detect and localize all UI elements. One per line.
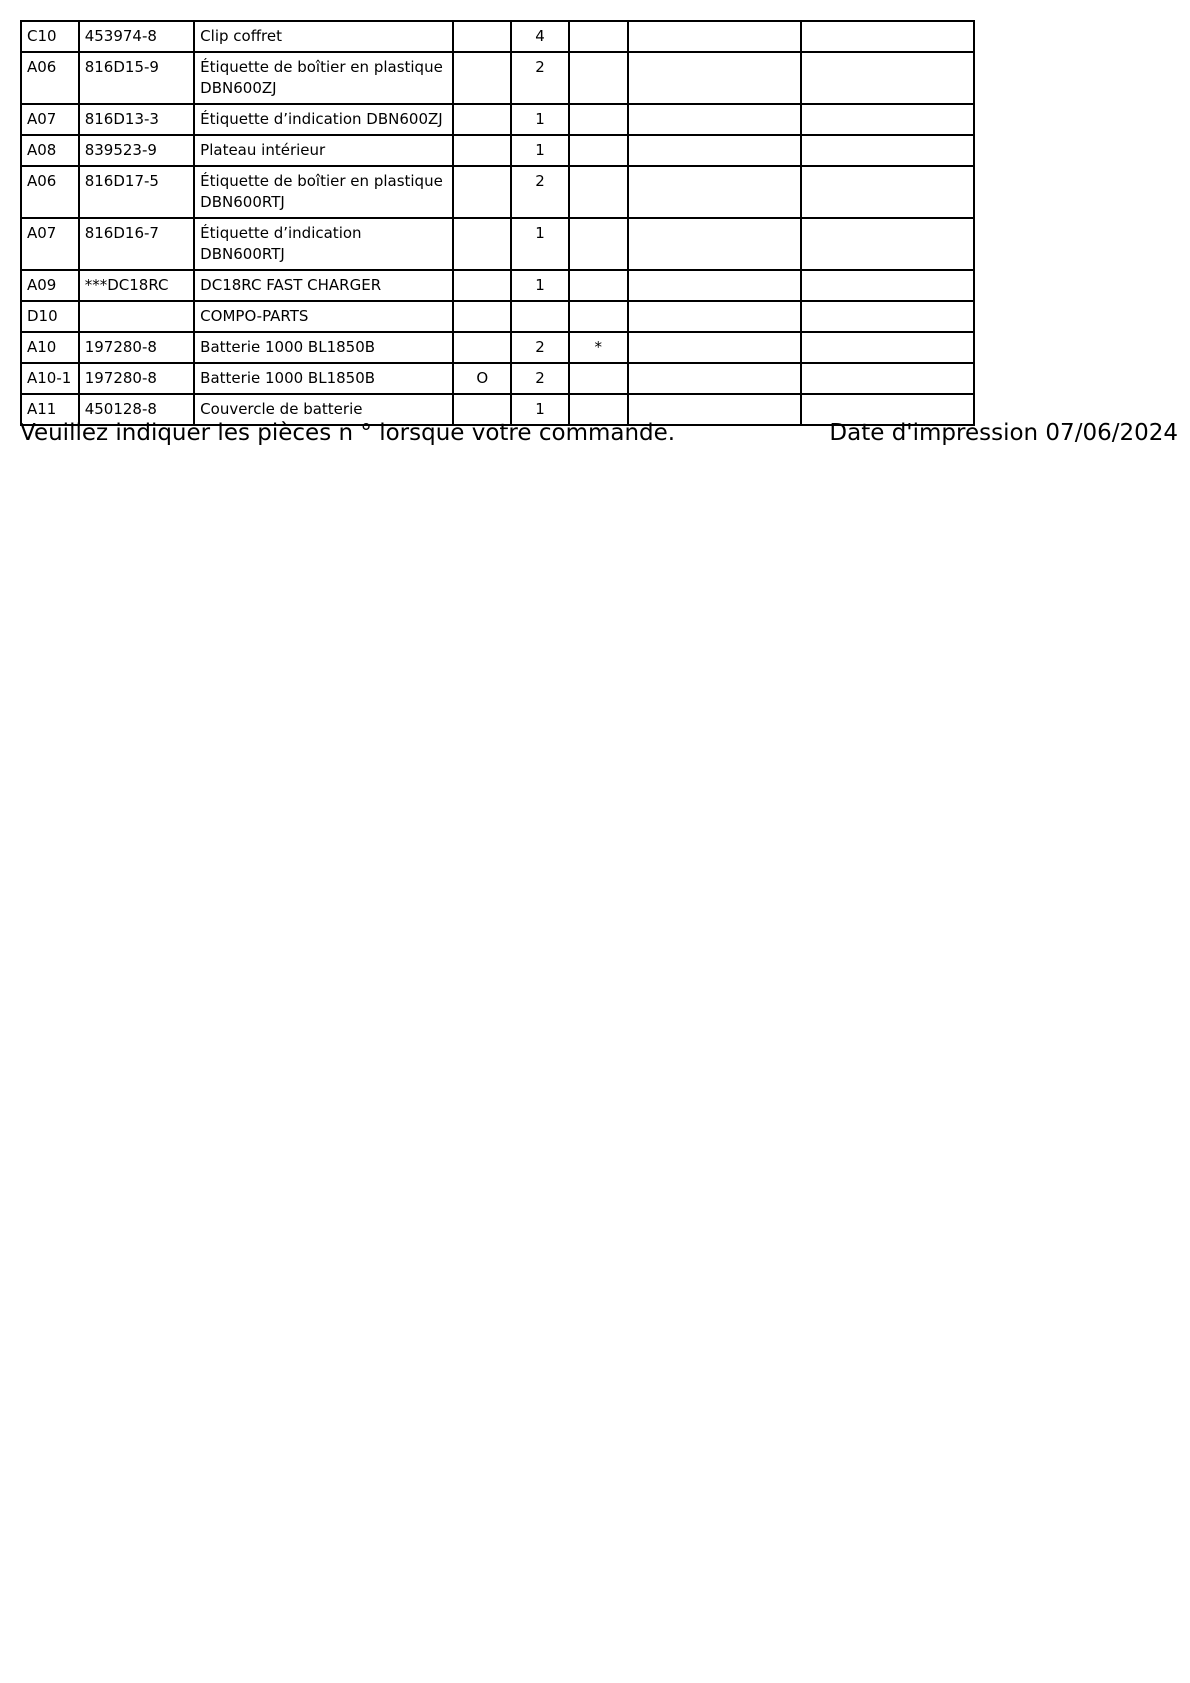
empty-cell [628,270,801,301]
flag-cell [453,166,511,218]
description-cell: Étiquette de boîtier en plastique DBN600RTJ [194,166,453,218]
mark-cell [569,166,628,218]
quantity-cell: 1 [511,270,569,301]
ref-cell: A09 [21,270,79,301]
empty-cell [801,104,974,135]
flag-cell: O [453,363,511,394]
part-number-cell: 816D17-5 [79,166,194,218]
flag-cell [453,332,511,363]
quantity-cell: 1 [511,104,569,135]
ref-cell: A10 [21,332,79,363]
empty-cell [801,332,974,363]
empty-cell [801,270,974,301]
mark-cell: * [569,332,628,363]
mark-cell [569,135,628,166]
ref-cell: A07 [21,218,79,270]
empty-cell [628,52,801,104]
description-cell: Clip coffret [194,21,453,52]
flag-cell [453,218,511,270]
empty-cell [628,21,801,52]
description-cell: Étiquette d’indication DBN600RTJ [194,218,453,270]
quantity-cell: 2 [511,332,569,363]
empty-cell [801,363,974,394]
empty-cell [628,301,801,332]
quantity-cell: 2 [511,363,569,394]
mark-cell [569,104,628,135]
table-row [21,21,974,52]
part-number-cell: 816D13-3 [79,104,194,135]
part-number-cell: 450128-8 [79,394,194,425]
print-date: Date d'impression 07/06/2024 [829,420,1178,446]
quantity-cell [511,301,569,332]
empty-cell [628,218,801,270]
mark-cell [569,363,628,394]
empty-cell [801,301,974,332]
quantity-cell: 1 [511,135,569,166]
description-cell: Étiquette de boîtier en plastique DBN600ZJ [194,52,453,104]
empty-cell [801,52,974,104]
flag-cell [453,135,511,166]
flag-cell [453,104,511,135]
table-row [21,270,974,301]
empty-cell [628,166,801,218]
description-cell: Étiquette d’indication DBN600ZJ [194,104,453,135]
description-cell: COMPO-PARTS [194,301,453,332]
ref-cell: C10 [21,21,79,52]
flag-cell [453,52,511,104]
description-cell: Batterie 1000 BL1850B [194,332,453,363]
table-row [21,218,974,270]
parts-table [20,20,975,426]
table-row [21,104,974,135]
empty-cell [628,363,801,394]
quantity-cell: 2 [511,166,569,218]
ref-cell: A11 [21,394,79,425]
mark-cell [569,21,628,52]
table-row [21,301,974,332]
order-instruction-note: Veuillez indiquer les pièces n ° lorsque votre commande. [20,420,676,446]
quantity-cell: 1 [511,218,569,270]
description-cell: Batterie 1000 BL1850B [194,363,453,394]
table-row [21,166,974,218]
ref-cell: D10 [21,301,79,332]
mark-cell [569,218,628,270]
empty-cell [801,166,974,218]
mark-cell [569,52,628,104]
part-number-cell: ***DC18RC [79,270,194,301]
empty-cell [801,21,974,52]
flag-cell [453,21,511,52]
empty-cell [628,104,801,135]
part-number-cell: 816D16-7 [79,218,194,270]
part-number-cell [79,301,194,332]
quantity-cell: 1 [511,394,569,425]
flag-cell [453,270,511,301]
description-cell: DC18RC FAST CHARGER [194,270,453,301]
ref-cell: A06 [21,166,79,218]
quantity-cell: 2 [511,52,569,104]
table-row [21,363,974,394]
part-number-cell: 197280-8 [79,363,194,394]
table-row [21,135,974,166]
empty-cell [801,135,974,166]
empty-cell [628,332,801,363]
flag-cell [453,301,511,332]
ref-cell: A08 [21,135,79,166]
description-cell: Plateau intérieur [194,135,453,166]
mark-cell [569,301,628,332]
ref-cell: A06 [21,52,79,104]
table-row [21,52,974,104]
part-number-cell: 816D15-9 [79,52,194,104]
quantity-cell: 4 [511,21,569,52]
ref-cell: A10-1 [21,363,79,394]
part-number-cell: 197280-8 [79,332,194,363]
empty-cell [801,218,974,270]
part-number-cell: 839523-9 [79,135,194,166]
table-row [21,332,974,363]
part-number-cell: 453974-8 [79,21,194,52]
mark-cell [569,270,628,301]
ref-cell: A07 [21,104,79,135]
empty-cell [628,135,801,166]
description-cell: Couvercle de batterie [194,394,453,425]
